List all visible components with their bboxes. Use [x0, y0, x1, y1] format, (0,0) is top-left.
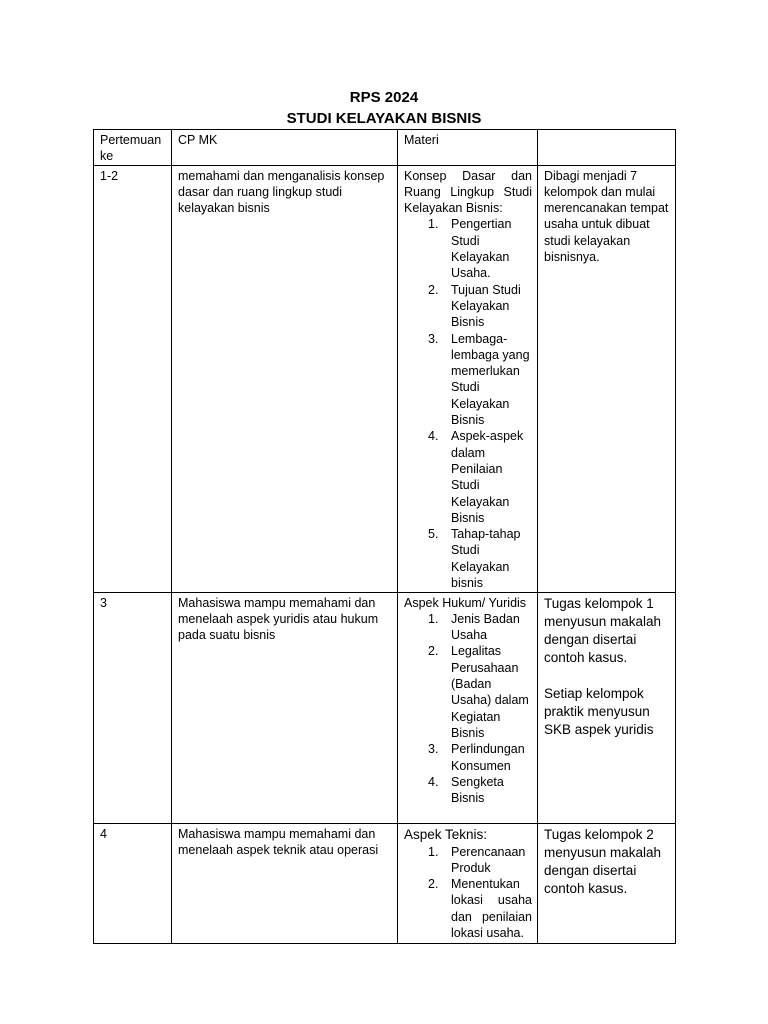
- rps-table: [93, 129, 676, 944]
- list-number: 2.: [428, 877, 439, 892]
- list-item: 1. Pengertian Studi Kelayakan Usaha.: [428, 217, 512, 281]
- list-item: 4. Aspek-aspek dalam Penilaian Studi Kelayakan Bisnis: [428, 429, 524, 525]
- list-item: 5. Tahap-tahap Studi Kelayakan bisnis: [428, 527, 521, 591]
- cpmk-cell: Mahasiswa mampu memahami dan menelaah aspek teknik atau operasi: [172, 823, 398, 943]
- cpmk-cell: memahami dan menganalisis konsep dasar dan ruang lingkup studi kelayakan bisnis: [172, 165, 398, 592]
- list-number: 5.: [428, 527, 439, 542]
- list-number: 1.: [428, 844, 439, 859]
- meeting-cell: 3: [94, 592, 172, 823]
- table-row: [94, 823, 676, 943]
- list-item: 2. Tujuan Studi Kelayakan Bisnis: [428, 282, 521, 330]
- list-number: 2.: [428, 282, 439, 297]
- meeting-cell: 4: [94, 823, 172, 943]
- materi-cell: [398, 592, 538, 823]
- list-number: 4.: [428, 774, 439, 789]
- header-cell-meeting: Pertemuan ke: [94, 130, 172, 166]
- materi-cell: [398, 823, 538, 943]
- list-item: 3. Lembaga-lembaga yang memerlukan Studi Kelayakan Bisnis: [428, 331, 530, 428]
- document-title: RPS 2024: [349, 89, 419, 106]
- header-cell-materi: Materi: [398, 130, 538, 166]
- document-subtitle: STUDI KELAYAKAN BISNIS: [286, 110, 482, 127]
- list-number: 2.: [428, 644, 439, 659]
- materi-intro: Aspek Hukum/ Yuridis: [404, 595, 527, 610]
- header-cell-cpmk: CP MK: [172, 130, 398, 166]
- notes-cell: Dibagi menjadi 7 kelompok dan mulai merencanakan tempat usaha untuk dibuat studi kelayakan bisnisnya.: [538, 165, 676, 592]
- list-item: 2. Menentukan lokasi usaha dan penilaian lokasi usaha.: [428, 877, 532, 941]
- table-row: [94, 165, 676, 592]
- note-paragraph: Tugas kelompok 1 menyusun makalah dengan disertai contoh kasus.: [544, 595, 662, 665]
- table-header-row: [94, 130, 676, 166]
- table-row: [94, 592, 676, 823]
- list-item: 4. Sengketa Bisnis: [428, 774, 504, 806]
- header-cell-notes: [538, 130, 676, 166]
- list-number: 4.: [428, 429, 439, 444]
- materi-intro: Aspek Teknis:: [404, 826, 488, 842]
- list-item: 1. Perencanaan Produk: [428, 844, 526, 875]
- meeting-cell: 1-2: [94, 165, 172, 592]
- note-paragraph: Tugas kelompok 2 menyusun makalah dengan disertai contoh kasus.: [544, 826, 662, 896]
- notes-cell: [538, 592, 676, 823]
- materi-cell: [398, 165, 538, 592]
- list-number: 3.: [428, 331, 439, 346]
- materi-list: [404, 844, 532, 942]
- list-item: 3. Perlindungan Konsumen: [428, 742, 525, 773]
- list-item: 2. Legalitas Perusahaan (Badan Usaha) dalam Kegiatan Bisnis: [428, 644, 529, 740]
- note-paragraph: Setiap kelompok praktik menyusun SKB aspek yuridis: [544, 685, 654, 737]
- cpmk-cell: Mahasiswa mampu memahami dan menelaah aspek yuridis atau hukum pada suatu bisnis: [172, 592, 398, 823]
- materi-list: [404, 216, 532, 591]
- materi-intro: Konsep Dasar dan Ruang Lingkup Studi Kelayakan Bisnis:: [404, 168, 532, 216]
- list-number: 3.: [428, 742, 439, 757]
- list-item: 1. Jenis Badan Usaha: [428, 611, 520, 643]
- list-number: 1.: [428, 217, 439, 232]
- notes-cell: [538, 823, 676, 943]
- list-number: 1.: [428, 611, 439, 626]
- materi-list: [404, 611, 532, 807]
